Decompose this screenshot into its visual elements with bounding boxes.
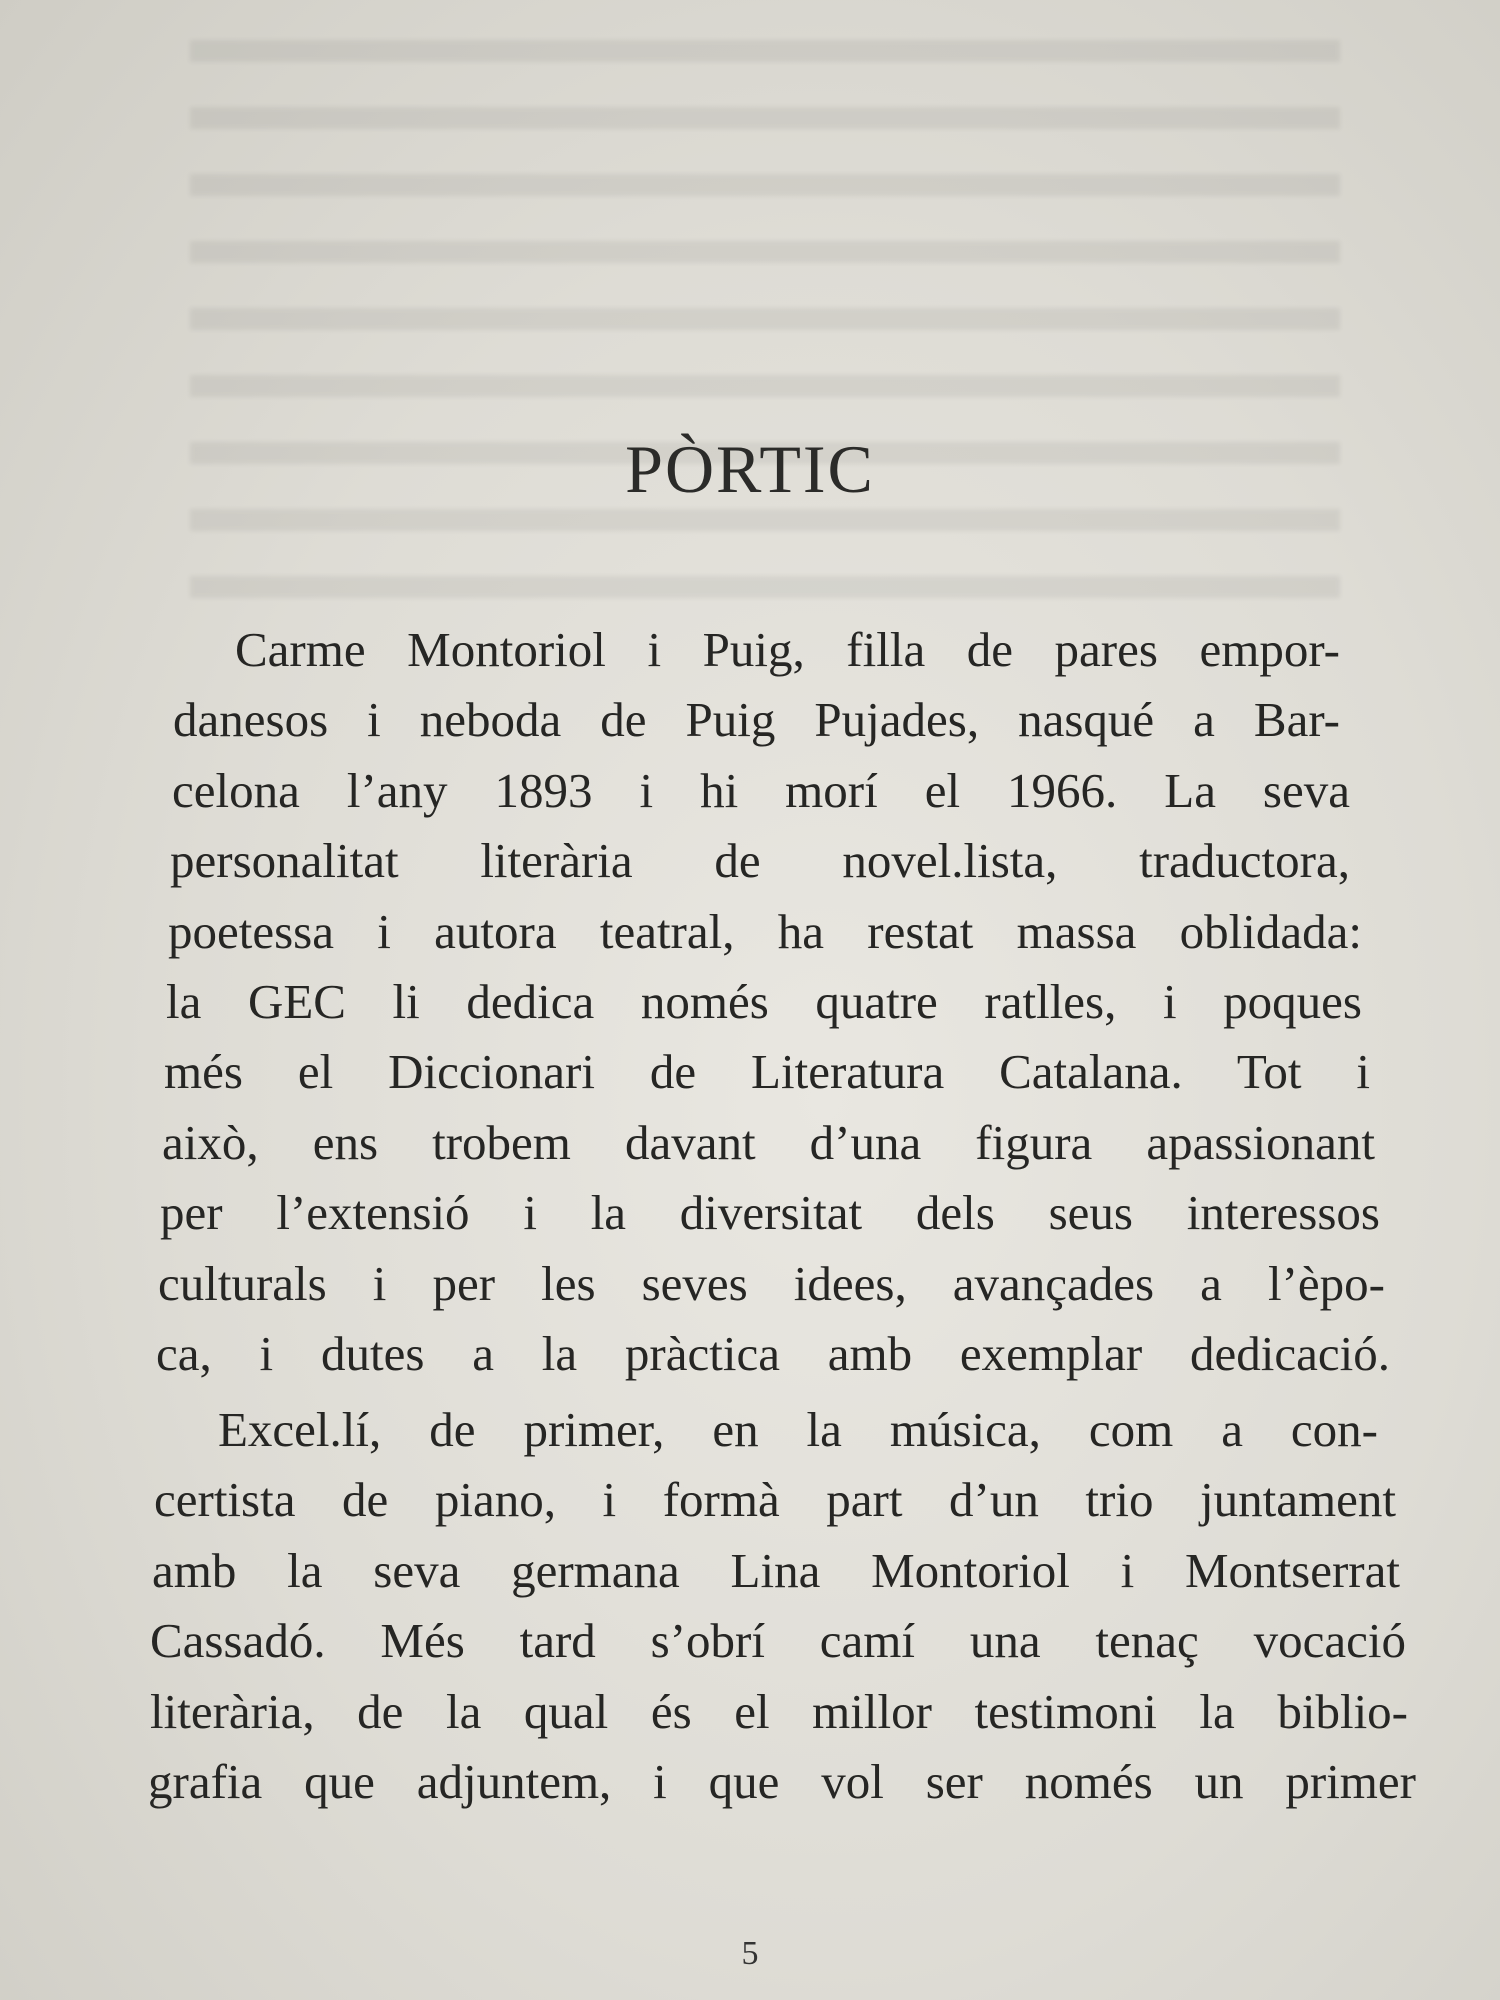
text-line: més el Diccionari de Literatura Catalana. Tot i (164, 1044, 1370, 1100)
page-title: PÒRTIC (625, 431, 875, 507)
text-line: per l’extensió i la diversitat dels seus interessos (160, 1185, 1380, 1241)
show-through-texture (190, 40, 1340, 630)
text-line: culturals i per les seves idees, avançades a l’èpo- (158, 1255, 1385, 1311)
text-line: Cassadó. Més tard s’obrí camí una tenaç vocació (150, 1613, 1406, 1669)
text-line: la GEC li dedica només quatre ratlles, i poques (166, 974, 1362, 1029)
page-number: 5 (741, 1935, 759, 1972)
text-line: això, ens trobem davant d’una figura apassionant (162, 1114, 1375, 1170)
text-line: poetessa i autora teatral, ha restat massa oblidada: (168, 903, 1362, 959)
text-line: amb la seva germana Lina Montoriol i Montserrat (152, 1542, 1400, 1598)
text-line: Excel.lí, de primer, en la música, com a con- (218, 1402, 1378, 1457)
text-line: celona l’any 1893 i hi morí el 1966. La seva (172, 762, 1350, 818)
text-line: danesos i neboda de Puig Pujades, nasqué a Bar- (173, 692, 1340, 748)
text-line: certista de piano, i formà part d’un trio juntament (154, 1472, 1396, 1528)
text-line: grafia que adjuntem, i que vol ser només un primer (148, 1754, 1416, 1809)
text-line: literària, de la qual és el millor testimoni la biblio- (150, 1683, 1408, 1739)
text-line: ca, i dutes a la pràctica amb exemplar dedicació. (156, 1326, 1390, 1381)
text-line: personalitat literària de novel.lista, traductora, (170, 833, 1350, 889)
text-line: Carme Montoriol i Puig, filla de pares empor- (235, 622, 1340, 677)
